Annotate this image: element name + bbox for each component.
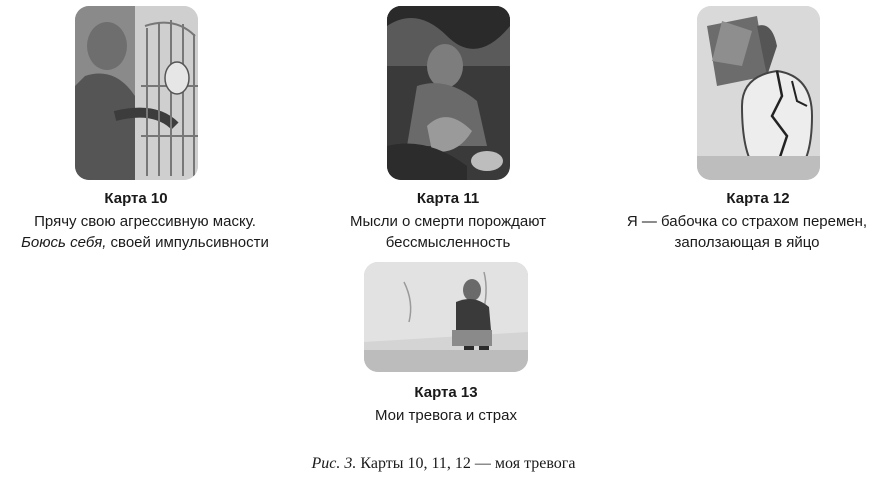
- card-10-description: [0, 211, 290, 253]
- card-11-desc-line2: бессмысленность: [385, 234, 511, 251]
- card-10-desc-line1: Прячу свою агрессивную маску.: [34, 213, 256, 230]
- card-11-title: Карта 11: [416, 190, 480, 207]
- card-11-image: [387, 6, 510, 180]
- card-12-title: Карта 12: [726, 190, 790, 207]
- card-13-title: Карта 13: [414, 384, 478, 401]
- card-10-title: Карта 10: [104, 190, 168, 207]
- card-11-description: [303, 211, 593, 253]
- card-10-desc-line2: [0, 232, 290, 253]
- card-12-description: [607, 211, 887, 253]
- card-12-desc-line2: заползающая в яйцо: [674, 234, 820, 251]
- card-10-desc-italic: Боюсь себя,: [21, 234, 107, 251]
- figure-caption-label: Рис. 3.: [311, 455, 357, 472]
- card-12-image: [697, 6, 820, 180]
- card-13-desc-line1: Мои тревога и страх: [374, 407, 517, 424]
- figure-caption: [0, 455, 887, 473]
- card-12-desc-line1: Я — бабочка со страхом перемен,: [626, 213, 868, 230]
- card-10-desc-rest: своей импульсивности: [106, 234, 269, 251]
- figure-caption-text: Карты 10, 11, 12 — моя тревога: [356, 455, 576, 472]
- card-11-desc-line1: Мысли о смерти порождают: [349, 213, 547, 230]
- card-13-description: [301, 405, 591, 426]
- card-13-image: [364, 262, 528, 372]
- card-10-image: [75, 6, 198, 180]
